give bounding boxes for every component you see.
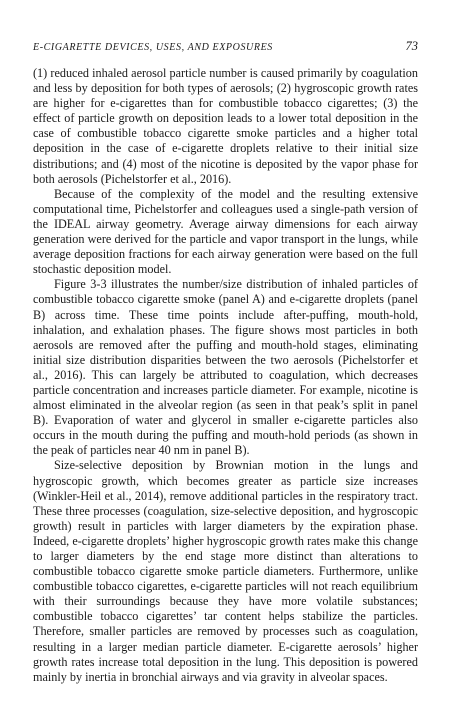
running-title: E-CIGARETTE DEVICES, USES, AND EXPOSURES: [33, 42, 273, 53]
page-number: 73: [405, 39, 418, 53]
paragraph-size-selective-deposition: Size-selective deposition by Brownian motion in the lungs and hygroscopic growth, which becomes greater as particle size increases (Winkler-Heil et al., 2014), remove additional particles in the respiratory tract. These three processes (coagulation, size-selective deposition, and hygroscopic growth) result in particles with larger diameters by the expiration phase. Indeed, e-cigarette droplets’ higher hygroscopic growth rates make this change to larger diameters by the end stage more distinct than alterations to combustible tobacco cigarette smoke particle diameters. Furthermore, unlike combustible tobacco cigarettes, e-cigarette particles will not reach equilibrium with their surroundings because they have more volatile substances; combustible tobacco cigarettes’ tar content helps stabilize the particles. Therefore, smaller particles are removed by processes such as coagulation, resulting in a larger median particle diameter. E-cigarette aerosols’ higher growth rates increase total deposition in the lung. This deposition is powered mainly by inertia in bronchial airways and via gravity in alveolar spaces.: [33, 458, 418, 684]
running-header: [33, 40, 418, 56]
paragraph-continuation: (1) reduced inhaled aerosol particle number is caused primarily by coagulation and less by deposition for both types of aerosols; (2) hygroscopic growth rates are higher for e-cigarettes than for combustible tobacco cigarettes; (3) the effect of particle growth on deposition leads to a lower total deposition in the case of combustible tobacco cigarette smoke particles and a higher total deposition in the case of e-cigarette droplets relative to their initial size distributions; and (4) most of the nicotine is deposited by the vapor phase for both aerosols (Pichelstorfer et al., 2016).: [33, 66, 418, 186]
paragraph-figure-3-3: Figure 3-3 illustrates the number/size distribution of inhaled particles of combustible tobacco cigarette smoke (panel A) and e-cigarette droplets (panel B) across time. These time points include after-puffing, mouth-hold, inhalation, and exhalation phases. The figure shows most particles in both aerosols are removed after the puffing and mouth-hold stages, eliminating initial size distribution disparities between the two aerosols (Pichelstorfer et al., 2016). This can largely be attributed to coagulation, which decreases particle concentration and increases particle diameter. For example, nicotine is almost eliminated in the alveolar region (as seen in that peak’s split in panel B). Evaporation of water and glycerol in smaller e-cigarette particles also occurs in the mouth during the puffing and mouth-hold periods (as shown in the peak of particles near 40 nm in panel B).: [33, 277, 418, 458]
body-text: [33, 66, 418, 685]
paragraph-model-complexity: Because of the complexity of the model and the resulting extensive computational time, Pichelstorfer and colleagues used a single-path version of the IDEAL airway geometry. Average airway dimensions for each airway generation were derived for the particle and vapor transport in the lungs, while average deposition fractions for each airway generation were based on the full stochastic deposition model.: [33, 186, 418, 277]
